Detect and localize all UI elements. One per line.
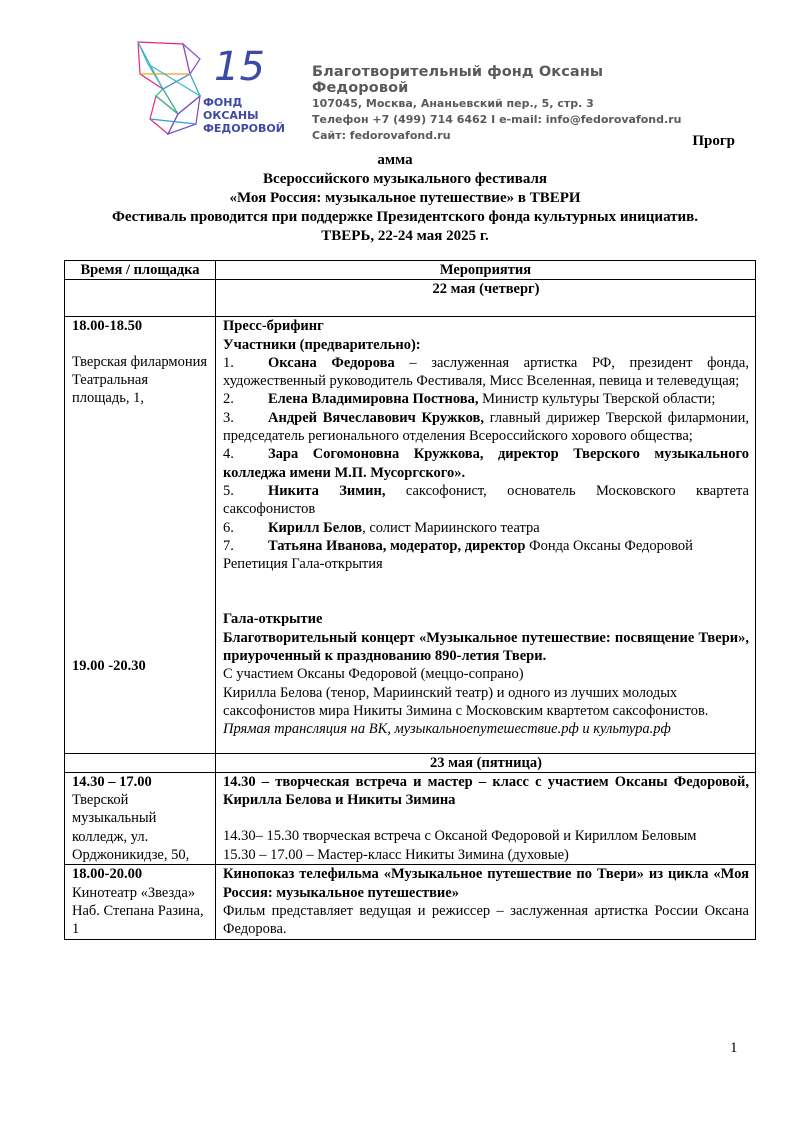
table-row	[65, 772, 756, 864]
svg-text:ФЕДОРОВОЙ: ФЕДОРОВОЙ	[203, 122, 285, 135]
rehearsal-note: Репетиция Гала-открытия	[223, 556, 383, 573]
svg-text:ФОНД: ФОНД	[203, 96, 243, 109]
day-row	[65, 280, 756, 317]
event-detail: 15.30 – 17.00 – Мастер-класс Никиты Зимина (духовые)	[223, 846, 569, 863]
list-item	[223, 354, 749, 391]
fund-address: 107045, Москва, Ананьевский пер., 5, стр. 3	[312, 97, 594, 110]
list-item	[223, 537, 749, 555]
title-line-5: ТВЕРЬ, 22-24 мая 2025 г.	[321, 228, 489, 244]
broadcast-note: Прямая трансляция на ВК, музыкальноепутешествие.рф и культура.рф	[223, 721, 671, 738]
list-item-number: 3.	[223, 409, 234, 426]
fund-phone-email: Телефон +7 (499) 714 6462 I e-mail: info@fedorovafond.ru	[312, 113, 682, 126]
event-title: 14.30 – творческая встреча и мастер – класс с участием Оксаны Федоровой, Кирилла Белова и Никиты Зимина	[223, 773, 749, 809]
participant-name: Андрей Вячеславович Кружков,	[268, 409, 484, 426]
concert-title: Благотворительный концерт «Музыкальное путешествие: посвящение Твери», приуроченный к празднованию 890-летия Твери.	[223, 629, 749, 665]
participant-description: главный дирижер Тверской филармонии, председатель регионального отделения Всероссийского хорового общества;	[223, 409, 749, 445]
row-time: 18.00-20.00	[72, 866, 143, 883]
list-item-number: 5.	[223, 482, 234, 499]
participant-description: саксофонист, основатель Московского квартета саксофонистов	[223, 482, 749, 518]
participant-name: Оксана Федорова	[268, 354, 395, 371]
page-number: 1	[730, 1040, 738, 1056]
row-venue: Тверской музыкальный колледж, ул. Орджоникидзе, 50,	[72, 792, 190, 864]
event-title: Кинопоказ телефильма «Музыкальное путешествие по Твери» из цикла «Моя Россия: музыкальное путешествие»	[223, 866, 749, 901]
col-header-time-venue: Время / площадка	[65, 261, 216, 280]
list-item	[223, 409, 749, 446]
fund-name: Благотворительный фонд Оксаны Федоровой	[312, 64, 604, 96]
event-title: Гала-открытие	[223, 611, 323, 628]
event-detail: Фильм представляет ведущая и режиссер – заслуженная артистка России Оксана Федорова.	[223, 902, 749, 938]
participant-description: Фонда Оксаны Федоровой	[525, 537, 693, 554]
title-line-1a: Прогр	[692, 133, 735, 149]
event-subtitle: Участники (предварительно):	[223, 336, 421, 353]
list-item	[223, 390, 749, 408]
list-item-number: 2.	[223, 391, 234, 408]
svg-text:ОКСАНЫ: ОКСАНЫ	[203, 109, 259, 122]
list-item-number: 1.	[223, 354, 234, 371]
day-label: 22 мая (четверг)	[216, 280, 756, 317]
document-title	[60, 132, 750, 246]
table-header-row	[65, 261, 756, 280]
participant-name: Елена Владимировна Постнова,	[268, 391, 479, 408]
title-line-1b: амма	[377, 152, 413, 168]
title-line-4: Фестиваль проводится при поддержке Президентского фонда культурных инициатив.	[111, 209, 699, 225]
list-item	[223, 445, 749, 482]
col-header-events: Мероприятия	[216, 261, 756, 280]
title-line-2: Всероссийского музыкального фестиваля	[262, 171, 548, 187]
participant-name: Зара Согомоновна Кружкова, директор Тверского музыкального колледжа имени М.П. Мусоргского».	[223, 446, 749, 481]
list-item	[223, 519, 749, 537]
participant-name: Кирилл Белов	[268, 519, 363, 536]
day-label: 23 мая (пятница)	[216, 753, 756, 772]
day-row	[65, 753, 756, 772]
list-item-number: 7.	[223, 537, 234, 554]
table-row	[65, 317, 756, 753]
row-venue: Тверская филармония Театральная площадь, 1,	[72, 353, 208, 407]
concert-line: С участием Оксаны Федоровой (меццо-сопрано)	[223, 666, 524, 683]
participant-description: Министр культуры Тверской области;	[478, 391, 716, 408]
list-item	[223, 482, 749, 519]
letterhead	[128, 34, 688, 144]
participants-list	[223, 354, 749, 555]
event-title: Пресс-брифинг	[223, 318, 324, 335]
butterfly-logo-icon	[128, 34, 298, 139]
participant-name: Никита Зимин,	[268, 482, 386, 499]
row-time: 18.00-18.50	[72, 318, 143, 335]
svg-text:15: 15	[214, 44, 265, 90]
row-time: 19.00 -20.30	[72, 658, 146, 675]
concert-line: Кирилла Белова (тенор, Мариинский театр) и одного из лучших молодых саксофонистов мира Никиты Зимина с Московским квартетом саксофонистов.	[223, 684, 709, 719]
list-item-number: 6.	[223, 519, 234, 536]
fund-site: Сайт: fedorovafond.ru	[312, 129, 451, 142]
title-line-3: «Моя Россия: музыкальное путешествие» в ТВЕРИ	[229, 190, 581, 206]
participant-description: – заслуженная артистка РФ, президент фонда, художественный руководитель Фестиваля, Мисс Вселенная, певица и телеведущая;	[223, 354, 749, 390]
participant-name: Татьяна Иванова, модератор, директор	[268, 537, 526, 554]
event-detail: 14.30– 15.30 творческая встреча с Оксаной Федоровой и Кириллом Беловым	[223, 828, 697, 845]
row-time: 14.30 – 17.00	[72, 773, 152, 790]
participant-description: , солист Мариинского театра	[362, 519, 540, 536]
table-row	[65, 865, 756, 939]
program-table	[64, 260, 756, 940]
row-venue: Кинотеатр «Звезда» Наб. Степана Разина, 1	[72, 884, 204, 938]
list-item-number: 4.	[223, 446, 234, 463]
